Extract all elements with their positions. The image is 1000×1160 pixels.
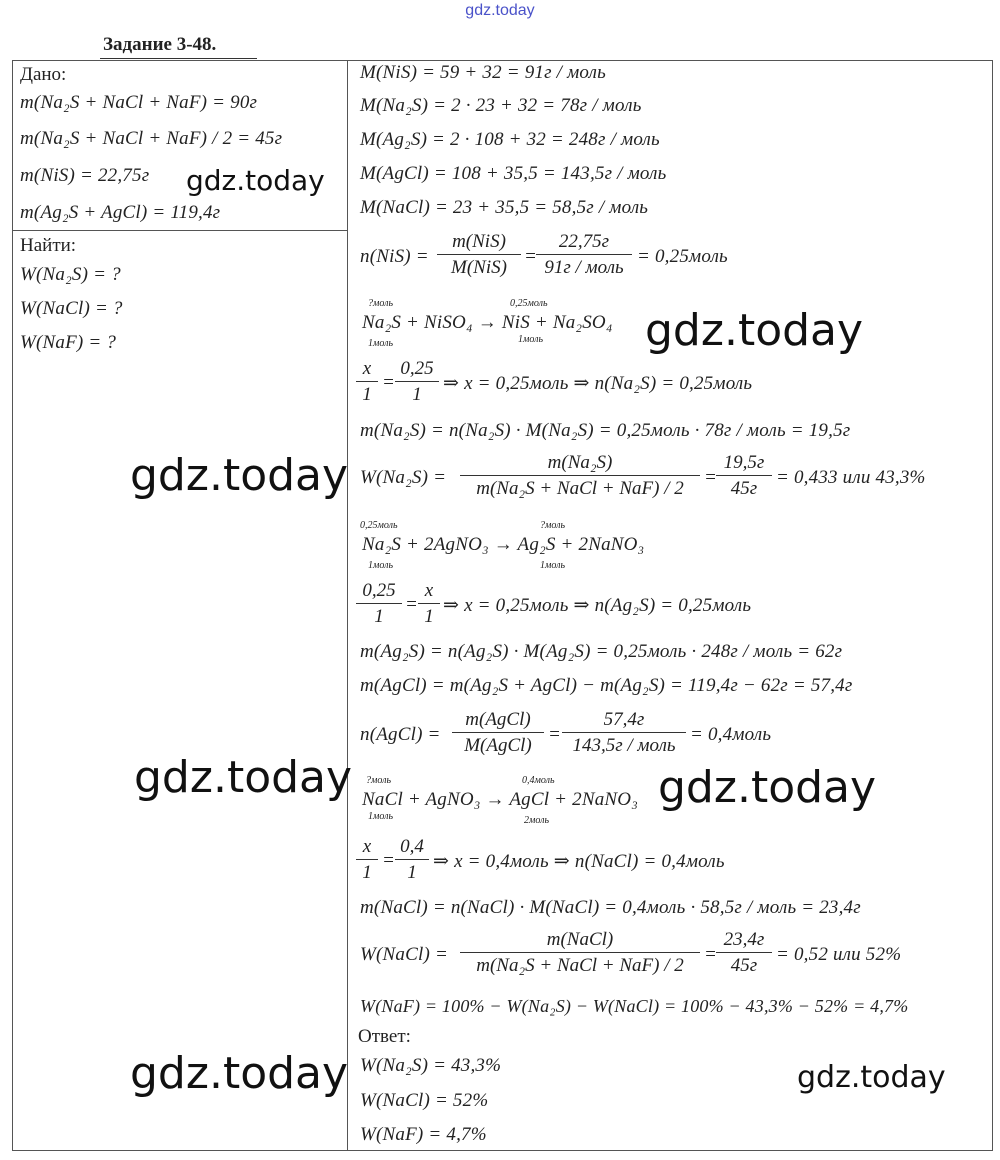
watermark: gdz.today — [130, 450, 349, 501]
reaction-annotation-top: 0,4моль — [522, 775, 555, 786]
proportion-fraction — [395, 358, 439, 406]
answer-line: W(NaF) = 4,7% — [360, 1124, 487, 1145]
fraction-numerator: 0,25 — [395, 358, 439, 382]
n-agcl-rhs: = 0,4моль — [690, 724, 772, 745]
w-nacl-fraction-1 — [460, 929, 700, 977]
n-agcl-fraction-1 — [452, 709, 544, 757]
w-na2s-fraction-2 — [716, 452, 772, 500]
reaction-annotation-top: 0,25моль — [510, 298, 548, 309]
proportion-fraction — [395, 836, 429, 884]
n-nis-rhs: = 0,25моль — [637, 246, 728, 267]
calc-line: W(NaF) = 100% − W(Na₂S) − W(NaCl) = 100% − 43,3% − 52% = 4,7% — [360, 996, 909, 1016]
frame-top — [12, 60, 993, 61]
find-line: W(NaCl) = ? — [20, 298, 123, 319]
equals-sign: = — [382, 372, 396, 393]
watermark: gdz.today — [134, 752, 353, 803]
fraction-denominator: 45г — [730, 955, 758, 976]
watermark: gdz.today — [797, 1060, 946, 1095]
molar-mass-line: M(Ag₂S) = 2 · 108 + 32 = 248г / моль — [360, 129, 660, 150]
fraction-numerator: 22,75г — [536, 231, 632, 255]
fraction-numerator: x — [356, 358, 378, 382]
w-nacl-lhs: W(NaCl) = — [360, 944, 448, 965]
n-nis-fraction-1 — [437, 231, 521, 279]
proportion-result: ⇒ x = 0,4моль ⇒ n(NaCl) = 0,4моль — [433, 851, 725, 872]
fraction-numerator: 57,4г — [562, 709, 686, 733]
reaction-annotation-top: ?моль — [540, 520, 566, 531]
fraction-denominator: 91г / моль — [544, 257, 624, 278]
answer-label: Ответ: — [358, 1026, 411, 1047]
given-line: m(Na₂S + NaCl + NaF) = 90г — [20, 92, 258, 113]
w-nacl-rhs: = 0,52 или 52% — [776, 944, 902, 965]
frame-bottom — [12, 1150, 993, 1151]
site-title: gdz.today — [465, 2, 535, 19]
fraction-denominator: 1 — [362, 862, 372, 883]
given-line: m(NiS) = 22,75г — [20, 165, 150, 186]
fraction-denominator: 1 — [407, 862, 417, 883]
fraction-denominator: 1 — [374, 606, 384, 627]
fraction-numerator: 19,5г — [716, 452, 772, 476]
molar-mass-line: M(NaCl) = 23 + 35,5 = 58,5г / моль — [360, 197, 649, 218]
fraction-numerator: x — [418, 580, 440, 604]
fraction-numerator: 23,4г — [716, 929, 772, 953]
reaction-equation: Na₂S + 2AgNO₃ → Ag₂S + 2NaNO₃ — [362, 534, 645, 555]
equals-sign: = — [524, 246, 538, 267]
watermark: gdz.today — [658, 762, 877, 813]
proportion-fraction — [356, 836, 378, 884]
watermark: gdz.today — [186, 164, 325, 197]
reaction-annotation-bottom: 1моль — [540, 560, 566, 571]
title-underline — [100, 58, 257, 59]
reaction-equation: NaCl + AgNO₃ → AgCl + 2NaNO₃ — [362, 789, 639, 810]
reaction-equation: Na₂S + NiSO₄ → NiS + Na₂SO₄ — [362, 312, 613, 333]
frame-left — [12, 60, 13, 1150]
given-line: m(Na₂S + NaCl + NaF) / 2 = 45г — [20, 128, 283, 149]
calc-line: m(AgCl) = m(Ag₂S + AgCl) − m(Ag₂S) = 119,4г − 62г = 57,4г — [360, 675, 853, 696]
w-na2s-fraction-1 — [460, 452, 700, 500]
watermark: gdz.today — [130, 1048, 349, 1099]
molar-mass-line: M(NiS) = 59 + 32 = 91г / моль — [360, 62, 606, 83]
n-nis-lhs: n(NiS) = — [360, 246, 429, 267]
find-line: W(Na₂S) = ? — [20, 264, 121, 285]
fraction-denominator: m(Na₂S + NaCl + NaF) / 2 — [476, 955, 684, 976]
fraction-denominator: 1 — [424, 606, 434, 627]
fraction-numerator: 0,25 — [356, 580, 402, 604]
fraction-denominator: M(NiS) — [451, 257, 507, 278]
reaction-annotation-top: ?моль — [368, 298, 394, 309]
fraction-denominator: 45г — [730, 478, 758, 499]
n-agcl-fraction-2 — [562, 709, 686, 757]
equals-sign: = — [548, 724, 562, 745]
fraction-numerator: x — [356, 836, 378, 860]
fraction-numerator: m(NaCl) — [460, 929, 700, 953]
n-agcl-lhs: n(AgCl) = — [360, 724, 441, 745]
fraction-denominator: m(Na₂S + NaCl + NaF) / 2 — [476, 478, 684, 499]
equals-sign: = — [704, 467, 718, 488]
w-na2s-lhs: W(Na₂S) = — [360, 467, 447, 488]
reaction-annotation-bottom: 1моль — [368, 560, 394, 571]
given-label: Дано: — [20, 64, 67, 85]
watermark: gdz.today — [645, 305, 864, 356]
reaction-annotation-top: 0,25моль — [360, 520, 398, 531]
reaction-annotation-bottom: 2моль — [524, 815, 550, 826]
fraction-numerator: m(NiS) — [437, 231, 521, 255]
calc-line: m(Ag₂S) = n(Ag₂S) · M(Ag₂S) = 0,25моль · 248г / моль = 62г — [360, 641, 843, 662]
reaction-annotation-top: ?моль — [366, 775, 392, 786]
equals-sign: = — [704, 944, 718, 965]
calc-line: m(Na₂S) = n(Na₂S) · M(Na₂S) = 0,25моль · 78г / моль = 19,5г — [360, 420, 851, 441]
find-line: W(NaF) = ? — [20, 332, 117, 353]
fraction-denominator: M(AgCl) — [464, 735, 532, 756]
fraction-numerator: 0,4 — [395, 836, 429, 860]
frame-right — [992, 60, 993, 1150]
calc-line: m(NaCl) = n(NaCl) · M(NaCl) = 0,4моль · 58,5г / моль = 23,4г — [360, 897, 861, 918]
equals-sign: = — [405, 594, 419, 615]
w-nacl-fraction-2 — [716, 929, 772, 977]
task-title: Задание 3-48. — [103, 34, 217, 55]
given-find-divider — [12, 230, 348, 231]
equals-sign: = — [382, 850, 396, 871]
find-label: Найти: — [20, 235, 77, 256]
proportion-result: ⇒ x = 0,25моль ⇒ n(Na₂S) = 0,25моль — [443, 373, 753, 394]
proportion-fraction — [418, 580, 440, 628]
proportion-result: ⇒ x = 0,25моль ⇒ n(Ag₂S) = 0,25моль — [443, 595, 752, 616]
column-divider — [347, 60, 348, 1150]
given-line: m(Ag₂S + AgCl) = 119,4г — [20, 202, 221, 223]
fraction-denominator: 1 — [412, 384, 422, 405]
molar-mass-line: M(AgCl) = 108 + 35,5 = 143,5г / моль — [360, 163, 667, 184]
fraction-numerator: m(AgCl) — [452, 709, 544, 733]
reaction-annotation-bottom: 1моль — [368, 811, 394, 822]
proportion-fraction — [356, 358, 378, 406]
reaction-annotation-bottom: 1моль — [518, 334, 544, 345]
molar-mass-line: M(Na₂S) = 2 · 23 + 32 = 78г / моль — [360, 95, 642, 116]
fraction-denominator: 1 — [362, 384, 372, 405]
n-nis-fraction-2 — [536, 231, 632, 279]
w-na2s-rhs: = 0,433 или 43,3% — [776, 467, 926, 488]
answer-line: W(Na₂S) = 43,3% — [360, 1055, 502, 1076]
fraction-denominator: 143,5г / моль — [572, 735, 676, 756]
answer-line: W(NaCl) = 52% — [360, 1090, 489, 1111]
reaction-annotation-bottom: 1моль — [368, 338, 394, 349]
fraction-numerator: m(Na₂S) — [460, 452, 700, 476]
proportion-fraction — [356, 580, 402, 628]
